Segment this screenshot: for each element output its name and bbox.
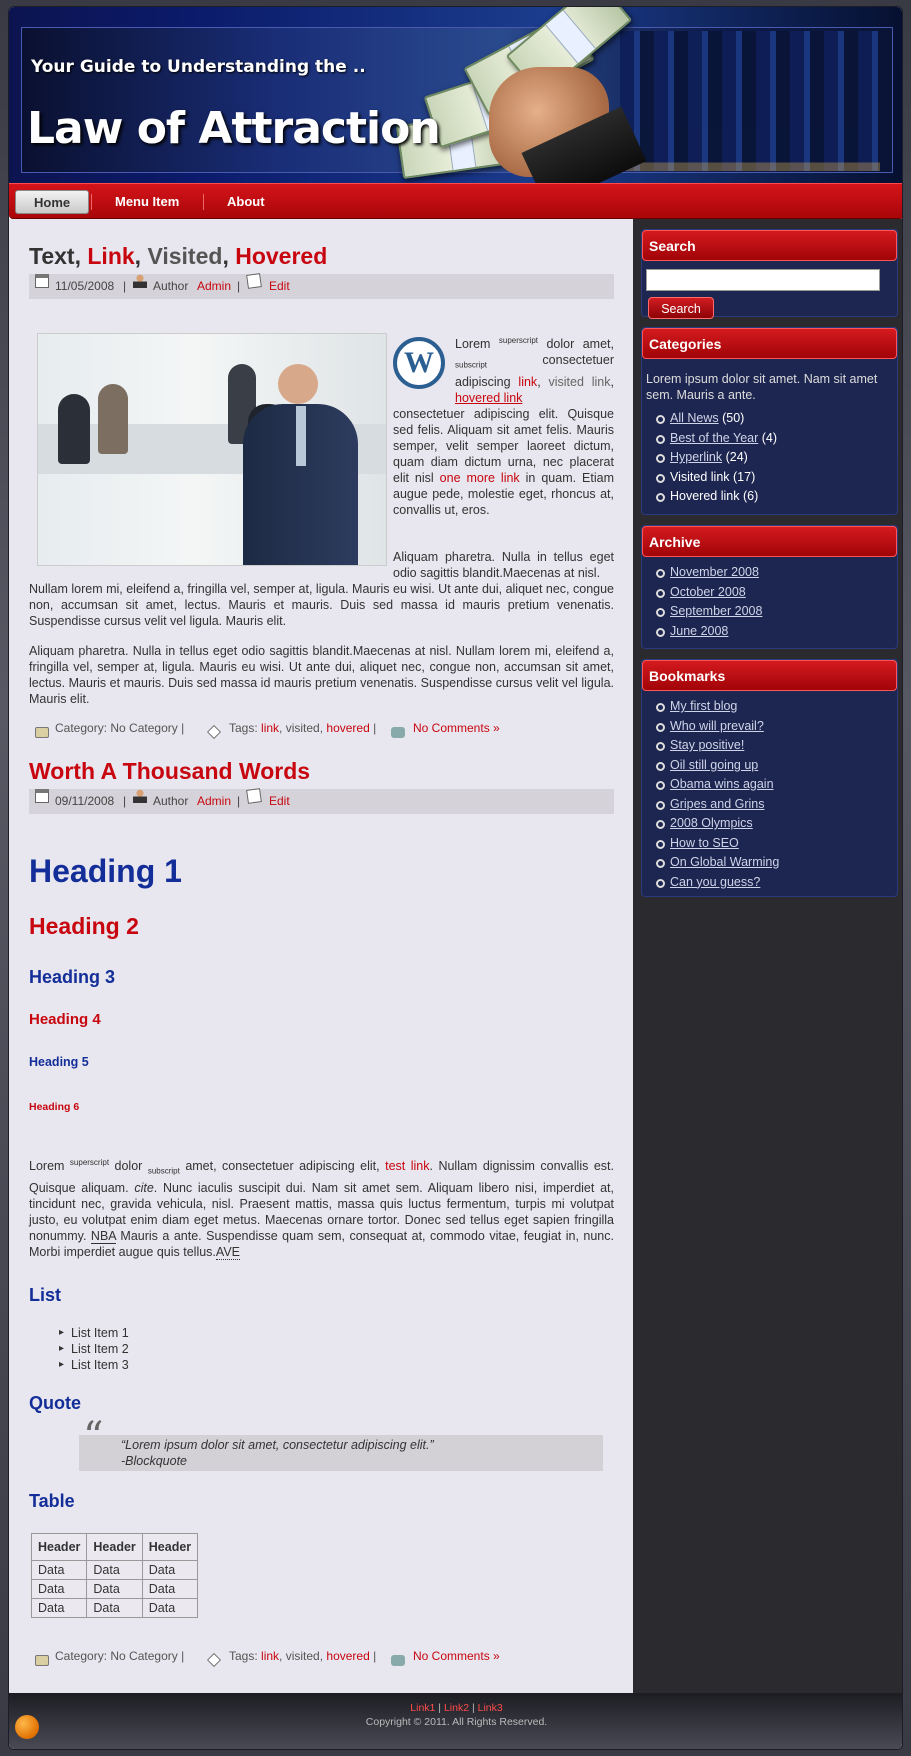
- nav-item-menu-item[interactable]: Menu Item: [115, 194, 180, 209]
- main-content: Text, Link, Visited, Hovered 11/05/2008 | Author Admin | Edit W Lorem $^{superscript}$ dolor amet, $_{subscript}$ consectetuer adipiscing link, visited link, hovered link consectetuer adipiscing elit. Quisque sed felis. Aliquam sit amet felis. Mauris semper, velit semper laoreet dictum, quam diam dictum urna, nec placerat elit nisl one more link in quam. Etiam augue pede, molestie eget, rhoncus at, convallis ut, eros. Aliquam pharetra. Nulla in tellus eget odio sagittis blandit.Maecenas at nisl. Nullam lorem mi, eleifend a, fringilla vel, semper at, ligula. Mauris eu wisi. Ut ante dui, aliquet nec, congue non, accumsan sit amet, lectus. Mauris et mauris. Duis sed massa id mauris pretium venenatis. Suspendisse cursus velit vel ligula. Mauris elit. Aliquam pharetra. Nulla in tellus eget odio sagittis blandit.Maecenas at nisl. Nullam lorem mi, eleifend a, fringilla vel, semper at, ligula. Mauris eu wisi. Ut ante dui, aliquet nec, congue non, accumsan sit amet, lectus. Mauris et mauris. Duis sed massa id mauris pretium venenatis. Suspendisse cursus velit vel ligula. Mauris elit. Category: No Category | Tags: link, visited, hovered | No Comments » Worth A Thousand Words 09/11/2008 | Author Admin | Edit Heading 1 Heading 2 Heading 3 Heading 4 Heading 5 Heading 6 Lorem $^{superscript}$ dolor $_{subscript}$ amet, consectetuer adipiscing elit, test link. Nullam dignissim convallis est. Quisque aliquam. cite. Nunc iaculis suscipit dui. Nam sit amet sem. Aliquam libero nisi, imperdiet at, tincidunt nec, gravida vehicula, nisl. Praesent mattis, massa quis luctus fermentum, turpis mi volutpat justo, eu volutpat enim diam eget metus. Maecenas ornare tortor. Donec sed tellus eget sapien fringilla nonummy. NBA Mauris a ante. Suspendisse quam sem, consequat at, commodo vitae, feugiat in, nunc. Morbi imperdiet augue quis tellus.AVE List ▸ List Item 1 ▸ List Item 2 ▸ List Item 3 Quote “ “Lorem ipsum dolor sit amet, consectetur adipiscing elit.” -Blockquote Table Header Header Header Data Data Data Data Data Data Data Data Data Category: No Category | Tags: link, visited, hovered | No Comments »: [9, 219, 633, 1693]
- page: [8, 6, 903, 1750]
- business-meeting-photo: [37, 333, 387, 566]
- city-skyline-image: [620, 31, 880, 171]
- bookmarks-widget: [641, 659, 898, 897]
- bullet-list: [59, 1325, 129, 1373]
- categories-list: [642, 405, 897, 515]
- main-nav: [9, 183, 903, 219]
- comments-link[interactable]: No Comments »: [413, 1649, 500, 1663]
- post-para-3: Aliquam pharetra. Nulla in tellus eget odio sagittis blandit.Maecenas at nisl. Nullam lorem mi, eleifend a, fringilla vel, semper at, ligula. Mauris eu wisi. Ut ante dui, aliquet nec, congue non, accumsan sit amet, lectus. Mauris et mauris. Duis sed massa id mauris pretium venenatis. Suspendisse cursus velit vel ligula. Mauris elit.: [29, 644, 614, 706]
- bookmark-item[interactable]: How to SEO: [656, 834, 889, 854]
- footer-links: Link1 | Link2 | Link3: [410, 1702, 503, 1714]
- ave-abbr[interactable]: AVE: [215, 1244, 240, 1259]
- quote-source: -Blockquote: [121, 1454, 188, 1468]
- list-item: ▸ List Item 2: [59, 1341, 129, 1357]
- table-header-row: [32, 1534, 198, 1561]
- user-icon: [133, 789, 147, 803]
- edit-icon: [246, 273, 262, 289]
- table-row: [32, 1599, 198, 1618]
- copyright-text: Copyright © 2011. All Rights Reserved.: [365, 1716, 548, 1728]
- folder-icon: [35, 727, 49, 738]
- tag-visited[interactable]: visited: [285, 721, 320, 735]
- table-header: Header: [32, 1534, 87, 1561]
- search-input[interactable]: [646, 269, 880, 291]
- list-item: ▸ List Item 3: [59, 1357, 129, 1373]
- heading-1: Heading 1: [29, 853, 182, 889]
- post-title: Text, Link, Visited, Hovered: [29, 243, 328, 269]
- table-cell: Data: [87, 1580, 142, 1599]
- author-link[interactable]: Admin: [197, 794, 232, 808]
- post2-title[interactable]: Worth A Thousand Words: [29, 758, 311, 784]
- bookmarks-widget-title: Bookmarks: [642, 660, 897, 691]
- archive-item[interactable]: November 2008: [656, 563, 889, 583]
- title-visited[interactable]: Visited: [147, 243, 223, 269]
- wordpress-logo-icon: W: [393, 337, 445, 389]
- author-label: Author: [153, 794, 189, 808]
- archive-list: [642, 557, 897, 649]
- bookmark-item[interactable]: Gripes and Grins: [656, 795, 889, 815]
- folder-icon: [35, 1655, 49, 1666]
- title-link[interactable]: Link: [87, 243, 135, 269]
- footer-link-3[interactable]: Link3: [477, 1702, 503, 1714]
- title-hovered[interactable]: Hovered: [235, 243, 328, 269]
- bookmark-item[interactable]: Oil still going up: [656, 756, 889, 776]
- heading-5: Heading 5: [29, 1055, 89, 1069]
- table-cell: Data: [87, 1561, 142, 1580]
- search-widget: [641, 229, 898, 317]
- table-row: [32, 1580, 198, 1599]
- post-para-2-start: Aliquam pharetra. Nulla in tellus eget odio sagittis blandit.Maecenas at nisl.: [393, 550, 614, 580]
- table-row: [32, 1561, 198, 1580]
- table-cell: Data: [87, 1599, 142, 1618]
- categories-widget-title: Categories: [642, 328, 897, 359]
- table-heading: Table: [29, 1491, 75, 1511]
- table-cell: Data: [32, 1580, 87, 1599]
- post-date: 09/11/2008: [55, 794, 115, 808]
- tag-icon: [207, 1653, 221, 1667]
- heading-4: Heading 4: [29, 1011, 101, 1028]
- money-hand-image: [339, 7, 639, 183]
- tag-link[interactable]: link: [261, 721, 280, 735]
- heading-6: Heading 6: [29, 1101, 80, 1113]
- categories-widget: [641, 327, 898, 515]
- table-header: Header: [142, 1534, 197, 1561]
- category-item-hovered-link[interactable]: Hovered link (6): [656, 487, 889, 507]
- nav-separator: [203, 194, 204, 210]
- nav-item-home[interactable]: Home: [15, 190, 89, 214]
- header-banner: [9, 7, 903, 183]
- table-cell: Data: [32, 1561, 87, 1580]
- site-title[interactable]: Law of Attraction: [27, 103, 440, 154]
- heading-2: Heading 2: [29, 913, 139, 939]
- category-value: No Category: [110, 721, 178, 735]
- sidebar: [633, 219, 903, 1693]
- heading-3: Heading 3: [29, 967, 116, 987]
- post2-body: Lorem $^{superscript}$ dolor $_{subscript}$ amet, consectetuer adipiscing elit, test link. Nullam dignissim convallis est. Quisque aliquam. cite. Nunc iaculis suscipit dui. Nam sit amet sem. Aliquam libero nisi, imperdiet at, tincidunt nec, gravida vehicula, nisl. Praesent mattis, massa quis luctus fermentum, turpis mi volutpat justo, eu volutpat enim diam eget metus. Maecenas ornare tortor. Donec sed tellus eget sapien fringilla nonummy. NBA Mauris a ante. Suspendisse quam sem, consequat at, commodo vitae, feugiat in, nunc. Morbi imperdiet augue quis tellus.AVE: [29, 1158, 614, 1259]
- quote-text: “Lorem ipsum dolor sit amet, consectetur adipiscing elit.”: [121, 1438, 434, 1452]
- tag-link[interactable]: link: [261, 1649, 280, 1663]
- bookmark-item[interactable]: On Global Warming: [656, 853, 889, 873]
- post2-meta: 09/11/2008 | Author Admin | Edit: [29, 789, 614, 814]
- category-item-all-news[interactable]: All News (50): [656, 409, 889, 429]
- category-item-visited-link[interactable]: Visited link (17): [656, 468, 889, 488]
- comment-icon: [391, 1655, 405, 1666]
- archive-widget: [641, 525, 898, 649]
- bookmark-item[interactable]: Who will prevail?: [656, 717, 889, 737]
- blockquote: [79, 1414, 603, 1471]
- categories-intro: Lorem ipsum dolor sit amet. Nam sit amet sem. Mauris a ante.: [646, 372, 878, 402]
- calendar-icon: [35, 789, 49, 803]
- bookmark-item[interactable]: Obama wins again: [656, 775, 889, 795]
- tag-icon: [207, 725, 221, 739]
- table-cell: Data: [142, 1599, 197, 1618]
- nav-separator: [91, 194, 92, 210]
- comment-icon: [391, 727, 405, 738]
- post-para-2: Nullam lorem mi, eleifend a, fringilla vel, semper at, ligula. Mauris eu wisi. Ut ante dui, aliquet nec, congue non, accumsan sit amet, lectus. Mauris et mauris. Duis sed massa id mauris pretium venenatis. Suspendisse cursus velit vel ligula. Mauris elit.: [29, 582, 614, 628]
- data-table: [31, 1533, 198, 1618]
- search-widget-title: Search: [642, 230, 897, 261]
- archive-item[interactable]: September 2008: [656, 602, 889, 622]
- tag-visited[interactable]: visited: [285, 1649, 320, 1663]
- nba-abbr[interactable]: NBA: [90, 1228, 116, 1243]
- bookmark-item[interactable]: Can you guess?: [656, 873, 889, 893]
- rss-icon[interactable]: [15, 1715, 39, 1739]
- table-cell: Data: [142, 1580, 197, 1599]
- author-label: Author: [153, 279, 189, 293]
- inline-link[interactable]: link: [518, 374, 538, 389]
- quote-mark-icon: “: [83, 1414, 104, 1460]
- edit-icon: [246, 788, 262, 804]
- search-button[interactable]: Search: [648, 297, 714, 319]
- bookmark-item[interactable]: My first blog: [656, 697, 889, 717]
- bookmark-item[interactable]: Stay positive!: [656, 736, 889, 756]
- edit-link[interactable]: Edit: [269, 794, 290, 808]
- quote-heading: Quote: [29, 1393, 81, 1413]
- author-link[interactable]: Admin: [197, 279, 232, 293]
- one-more-link[interactable]: one more link: [439, 470, 520, 485]
- inline-visited-link[interactable]: visited link: [548, 374, 611, 389]
- bookmark-item[interactable]: 2008 Olympics: [656, 814, 889, 834]
- archive-item[interactable]: June 2008: [656, 622, 889, 642]
- archive-widget-title: Archive: [642, 526, 897, 557]
- comments-link[interactable]: No Comments »: [413, 721, 500, 735]
- inline-hovered-link[interactable]: hovered link: [455, 390, 523, 405]
- tag-hovered[interactable]: hovered: [326, 1649, 370, 1663]
- edit-link[interactable]: Edit: [269, 279, 290, 293]
- table-header: Header: [87, 1534, 142, 1561]
- archive-item[interactable]: October 2008: [656, 583, 889, 603]
- category-value: No Category: [110, 1649, 178, 1663]
- list-item: ▸ List Item 1: [59, 1325, 129, 1341]
- bookmarks-list: [642, 691, 897, 900]
- category-item-best-of-year[interactable]: Best of the Year (4): [656, 429, 889, 449]
- table-cell: Data: [32, 1599, 87, 1618]
- post-intro-text: Lorem $^{superscript}$ dolor amet, $_{subscript}$ consectetuer adipiscing link, visited link, hovered link consectetuer adipiscing elit. Quisque sed felis. Aliquam sit amet felis. Mauris semper, velit semper laoreet dictum, quam diam dictum urna, nec placerat elit nisl one more link in quam. Etiam augue pede, molestie eget, rhoncus at, convallis ut, eros.: [393, 336, 614, 517]
- category-item-hyperlink[interactable]: Hyperlink (24): [656, 448, 889, 468]
- table-cell: Data: [142, 1561, 197, 1580]
- test-link[interactable]: test link: [385, 1159, 430, 1174]
- user-icon: [133, 274, 147, 288]
- tag-hovered[interactable]: hovered: [326, 721, 370, 735]
- footer-link-1[interactable]: Link1: [410, 1702, 436, 1714]
- post-date: 11/05/2008: [55, 279, 115, 293]
- list-heading: List: [29, 1285, 62, 1305]
- footer-link-2[interactable]: Link2: [443, 1702, 470, 1714]
- nav-item-about[interactable]: About: [227, 194, 265, 209]
- header-tagline: Your Guide to Understanding the ..: [31, 57, 366, 77]
- calendar-icon: [35, 274, 49, 288]
- post-meta: 11/05/2008 | Author Admin | Edit: [29, 274, 614, 299]
- site-footer: [9, 1693, 903, 1750]
- title-text: Text: [29, 243, 75, 269]
